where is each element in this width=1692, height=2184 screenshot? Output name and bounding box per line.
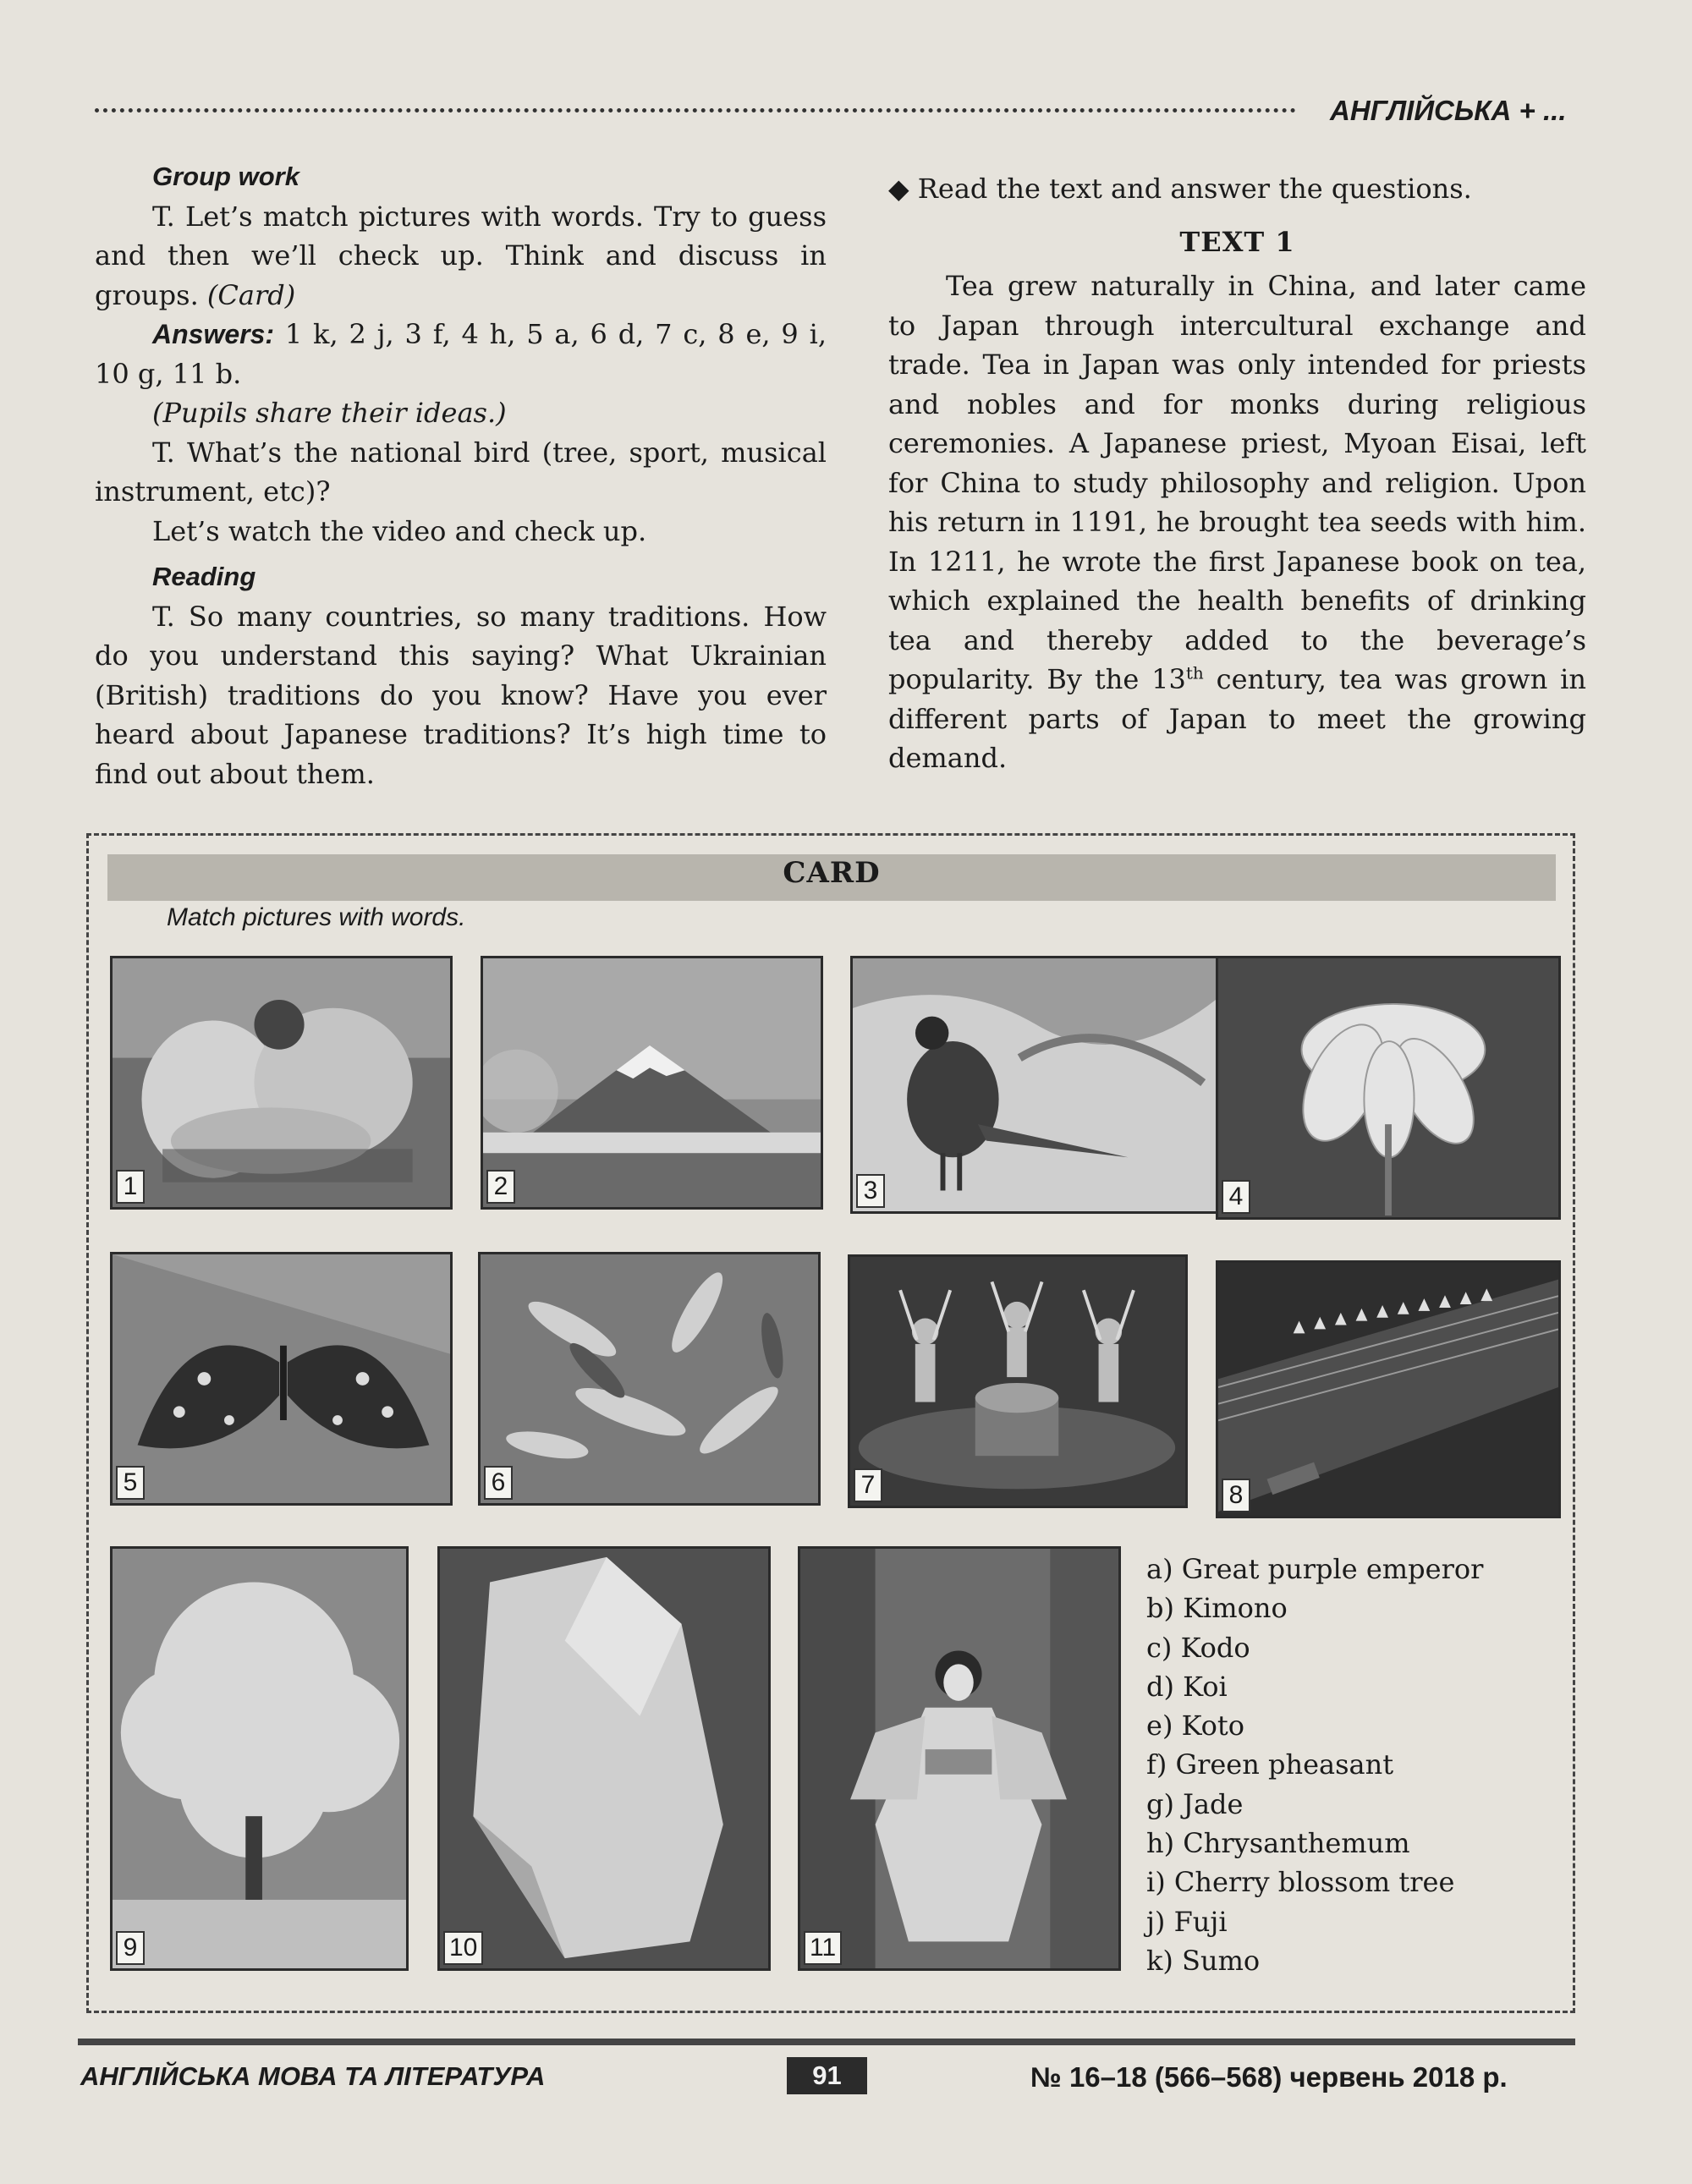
reading-heading: Reading [152,562,256,591]
tea-text-part2: century, tea was grown in different parts of Japan to meet the growing demand. [888,663,1587,774]
word-item: k) Sumo [1146,1944,1261,1977]
picture-koi [478,1252,821,1506]
picture-butterfly [110,1252,453,1506]
word-item: f) Green pheasant [1146,1748,1394,1781]
butterfly-image [113,1254,450,1503]
answers-label: Answers: [152,319,275,349]
text-title: TEXT 1 [1179,225,1295,258]
picture-number: 11 [804,1931,842,1965]
picture-number: 2 [486,1170,515,1204]
picture-number: 5 [116,1466,145,1500]
fuji-image [483,958,821,1207]
match-instruction [95,197,827,316]
match-instruction-text: T. Let’s match pictures with words. Try to guess and then we’ll check up. Think and discuss in groups. [95,200,827,311]
word-list [1146,1550,1483,1980]
left-column [95,157,827,793]
footer-rule [78,2039,1575,2045]
chrysanthemum-image [1218,958,1558,1217]
pupils-note: (Pupils share their ideas.) [152,397,507,429]
koi-image [481,1254,818,1503]
word-item: d) Koi [1146,1670,1228,1703]
picture-number: 1 [116,1170,145,1204]
word-item: h) Chrysanthemum [1146,1827,1410,1860]
tea-text-superscript: th [1185,662,1204,683]
card-reference: (Card) [206,278,296,311]
word-item: e) Koto [1146,1709,1245,1742]
word-item: i) Cherry blossom tree [1146,1866,1455,1899]
picture-number: 9 [116,1931,145,1965]
right-column [888,169,1586,778]
card-title-band [107,854,1556,901]
koto-image [1218,1263,1558,1516]
kodo-image [850,1257,1185,1506]
group-work-heading: Group work [152,162,299,191]
picture-sumo [110,956,453,1210]
kimono-image [800,1549,1118,1968]
sumo-image [113,958,450,1207]
picture-number: 6 [484,1466,513,1500]
section-title: АНГЛІЙСЬКА + ... [1330,95,1567,126]
national-question: T. What’s the national bird (tree, sport, musical instrument, etc)? [95,436,827,508]
traditions-paragraph: T. So many countries, so many traditions. How do you understand this saying? What Ukrainian (British) traditions do you know? Have you ever heard about Japanese traditions? It’s high time to find out about them. [95,600,827,790]
picture-jade [437,1546,771,1971]
picture-number: 3 [856,1174,885,1208]
word-item: c) Kodo [1146,1631,1250,1664]
answers-text: 1 k, 2 j, 3 f, 4 h, 5 a, 6 d, 7 c, 8 e, 9 i, 10 g, 11 b. [95,318,827,390]
picture-fuji [481,956,823,1210]
read-instruction: ◆ Read the text and answer the questions. [888,173,1472,205]
tea-text-part1: Tea grew naturally in China, and later came to Japan through intercultural exchange and trade. Tea in Japan was only intended for priests and nobles and for monks during religious ceremonies. A Japanese priest, Myoan Eisai, left for China to study philosophy and religion. Upon his return in 1191, he brought tea seeds with him. In 1211, he wrote the first Japanese book on tea, which explained the health benefits of drinking tea and thereby added to the beverage’s popularity. By the 13 [888,270,1586,695]
picture-koto [1216,1260,1561,1518]
pheasant-image [853,958,1216,1211]
journal-title: АНГЛІЙСЬКА МОВА ТА ЛІТЕРАТУРА [80,2061,546,2091]
card-title: CARD [783,856,881,890]
picture-kimono [798,1546,1121,1971]
picture-pheasant [850,956,1218,1214]
picture-number: 4 [1222,1180,1250,1214]
picture-number: 10 [443,1931,483,1965]
picture-number: 8 [1222,1479,1250,1512]
word-item: a) Great purple emperor [1146,1553,1484,1585]
word-item: j) Fuji [1146,1905,1228,1938]
cherry-tree-image [113,1549,406,1968]
card-instruction: Match pictures with words. [167,903,466,931]
header-dotted-rule [95,108,1296,112]
tea-text [888,266,1586,778]
word-item: b) Kimono [1146,1592,1288,1625]
watch-video-line: Let’s watch the video and check up. [152,514,647,547]
picture-number: 7 [854,1468,882,1502]
picture-kodo [848,1254,1188,1508]
answers-line [95,315,827,393]
word-item: g) Jade [1146,1787,1244,1820]
issue-info: № 16–18 (566–568) червень 2018 р. [1030,2061,1508,2093]
picture-cherry-tree [110,1546,409,1971]
picture-chrysanthemum [1216,956,1561,1220]
jade-image [440,1549,768,1968]
page-number: 91 [787,2057,867,2094]
